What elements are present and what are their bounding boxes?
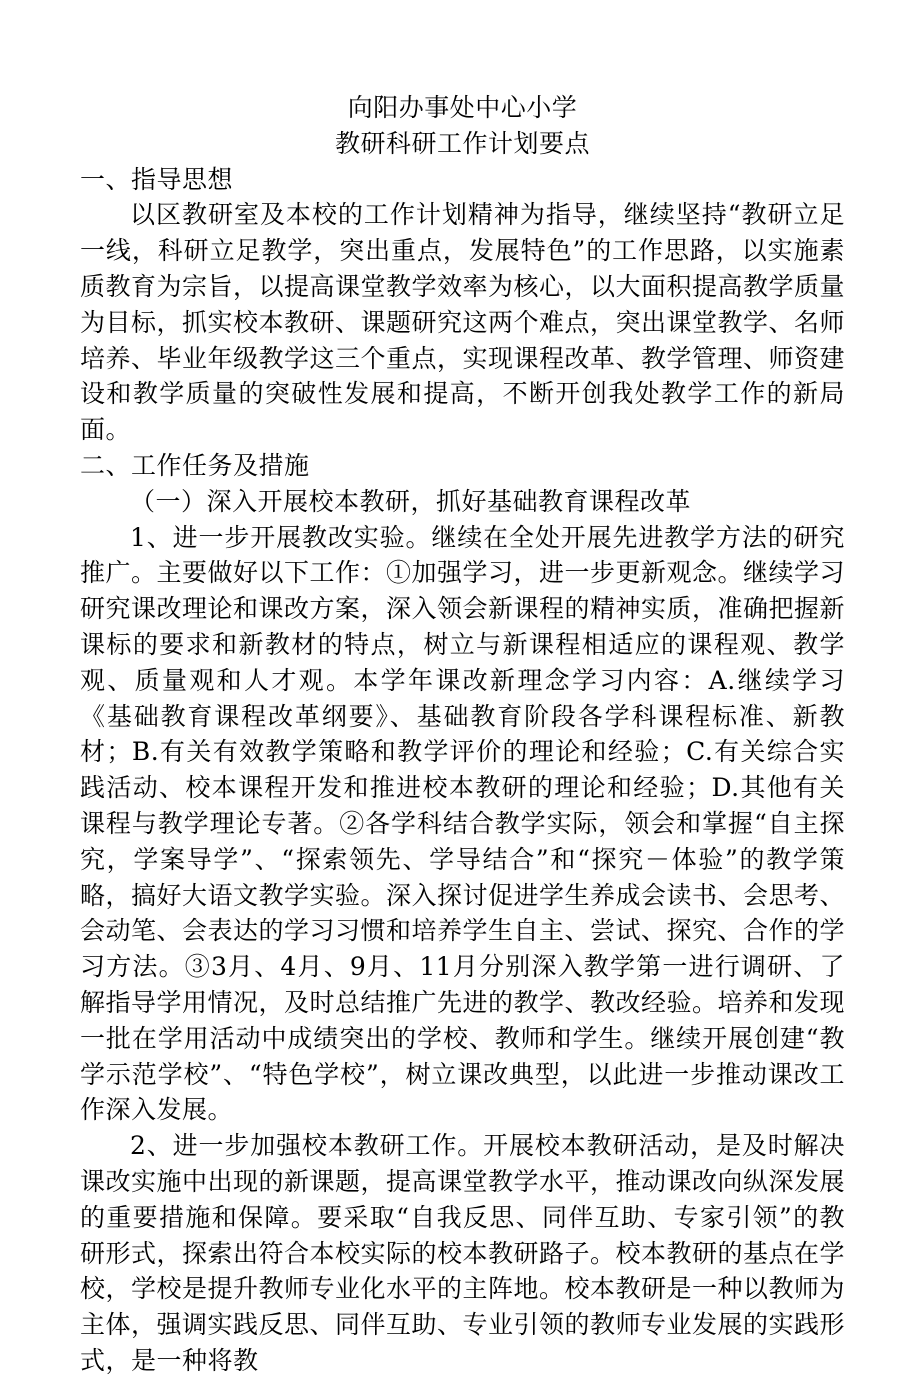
subsection1-heading: （一）深入开展校本教研，抓好基础教育课程改革 — [130, 486, 692, 516]
item2-paragraph: 2、进一步加强校本教研工作。开展校本教研活动，是及时解决课改实施中出现的新课题，提高课堂教学水平，推动课改向纵深发展的重要措施和保障。要采取“自我反思、同伴互助、专家引领”的教研形式，探索出符合本校实际的校本教研路子。校本教研的基点在学校，学校是提升教师专业化水平的主阵地。校本教研是一种以教师为主体，强调实践反思、同伴互助、专业引领的教师专业发展的实践形式，是一种将教 — [80, 1131, 846, 1375]
item1-paragraph: 1、进一步开展教改实验。继续在全处开展先进教学方法的研究推广。主要做好以下工作：①加强学习，进一步更新观念。继续学习研究课改理论和课改方案，深入领会新课程的精神实质，准确把握新课标的要求和新教材的特点，树立与新课程相适应的课程观、教学观、质量观和人才观。本学年课改新理念学习内容：A.继续学习《基础教育课程改革纲要》、基础教育阶段各学科课程标准、新教材；B.有关有效教学策略和教学评价的理论和经验；C.有关综合实践活动、校本课程开发和推进校本教研的理论和经验；D.其他有关课程与教学理论专著。②各学科结合教学实际，领会和掌握“自主探究，学案导学”、“探索领先、学导结合”和“探究－体验”的教学策略，搞好大语文教学实验。深入探讨促进学生养成会读书、会思考、会动笔、会表达的学习习惯和培养学生自主、尝试、探究、合作的学习方法。③3月、4月、9月、11月分别深入教学第一进行调研、了解指导学用情况，及时总结推广先进的教学、教改经验。培养和发现一批在学用活动中成绩突出的学校、教师和学生。继续开展创建“教学示范学校”、“特色学校”，树立课改典型，以此进一步推动课改工作深入发展。 — [80, 522, 846, 1125]
document-title-line1: 向阳办事处中心小学 — [347, 93, 578, 122]
document-page — [80, 90, 845, 1379]
document-title-line2: 教研科研工作计划要点 — [334, 128, 590, 158]
section1-paragraph: 以区教研室及本校的工作计划精神为指导，继续坚持“教研立足一线，科研立足教学，突出重点，发展特色”的工作思路，以实施素质教育为宗旨，以提高课堂教学效率为核心，以大面积提高教学质量为目标，抓实校本教研、课题研究这两个难点，突出课堂教学、名师培养、毕业年级教学这三个重点，实现课程改革、教学管理、师资建设和教学质量的突破性发展和提高，不断开创我处教学工作的新局面。 — [80, 200, 846, 445]
section1-heading: 一、指导思想 — [80, 164, 234, 194]
section2-heading: 二、工作任务及措施 — [80, 450, 310, 480]
